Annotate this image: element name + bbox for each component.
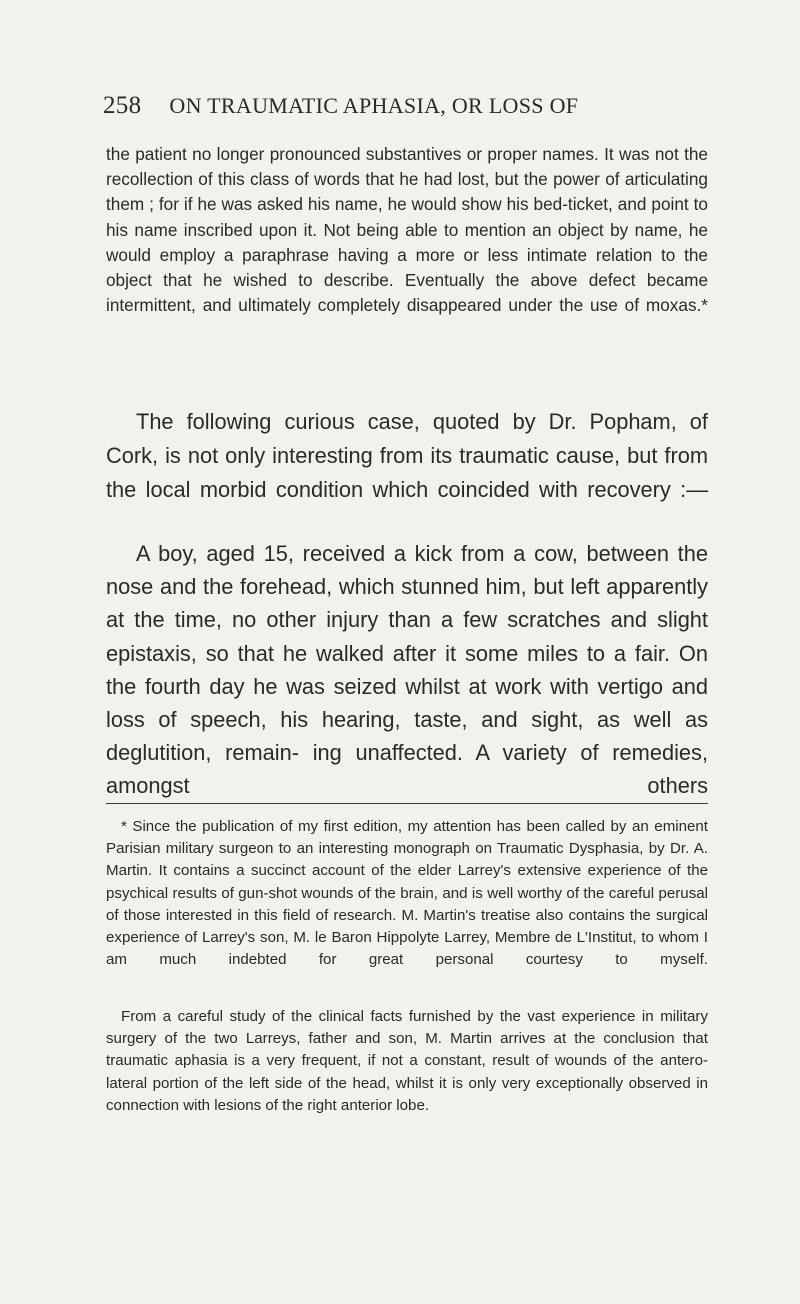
body-paragraph-1: the patient no longer pronounced substantives or proper names. It was not the recollection of this class of words that he had lost, but the power of articulating them ; for if he was asked his name, he would show his bed-ticket, and point to his name inscribed upon it. Not being able to mention an object by name, he would employ a paraphrase having a more or less intimate relation to the object that he wished to describe. Eventually the above defect became intermittent, and ultimately completely disappeared under the use of moxas.* — [106, 144, 708, 316]
page-number: 258 — [103, 92, 142, 119]
body-paragraph-2: The following curious case, quoted by Dr. Popham, of Cork, is not only interesting from its traumatic cause, but from the local morbid condition which coincided with recovery :— — [106, 409, 708, 502]
running-head — [103, 92, 703, 126]
running-title: ON TRAUMATIC APHASIA, OR LOSS OF — [169, 93, 579, 118]
footnote-paragraph-1: * Since the publication of my first edition, my attention has been called by an eminent Parisian military surgeon to an interesting monograph on Traumatic Dysphasia, by Dr. A. Martin. It contains a succinct account of the elder Larrey's extensive experience of the psychical results of gun-shot wounds of the brain, and is well worthy of the careful perusal of those interested in this field of research. M. Martin's treatise also contains the surgical experience of Larrey's son, M. le Baron Hippolyte Larrey, Membre de L'Institut, to whom I am much indebted for great personal courtesy to myself. — [106, 818, 708, 969]
body-paragraph-3: A boy, aged 15, received a kick from a cow, between the nose and the forehead, which stunned him, but left apparently at the time, no other injury than a few scratches and slight epistaxis, so that he walked after it some miles to a fair. On the fourth day he was seized whilst at work with vertigo and loss of speech, his hearing, taste, and sight, as well as deglutition, remain- ing unaffected. A variety of remedies, amongst others — [106, 541, 708, 799]
footnote-separator-rule — [106, 803, 708, 804]
footnote-paragraph-2: From a careful study of the clinical facts furnished by the vast experience in military surgery of the two Larreys, father and son, M. Martin arrives at the conclusion that traumatic aphasia is a very frequent, if not a constant, result of wounds of the antero-lateral portion of the left side of the head, whilst it is only very exceptionally observed in connection with lesions of the right anterior lobe. — [106, 1008, 708, 1114]
